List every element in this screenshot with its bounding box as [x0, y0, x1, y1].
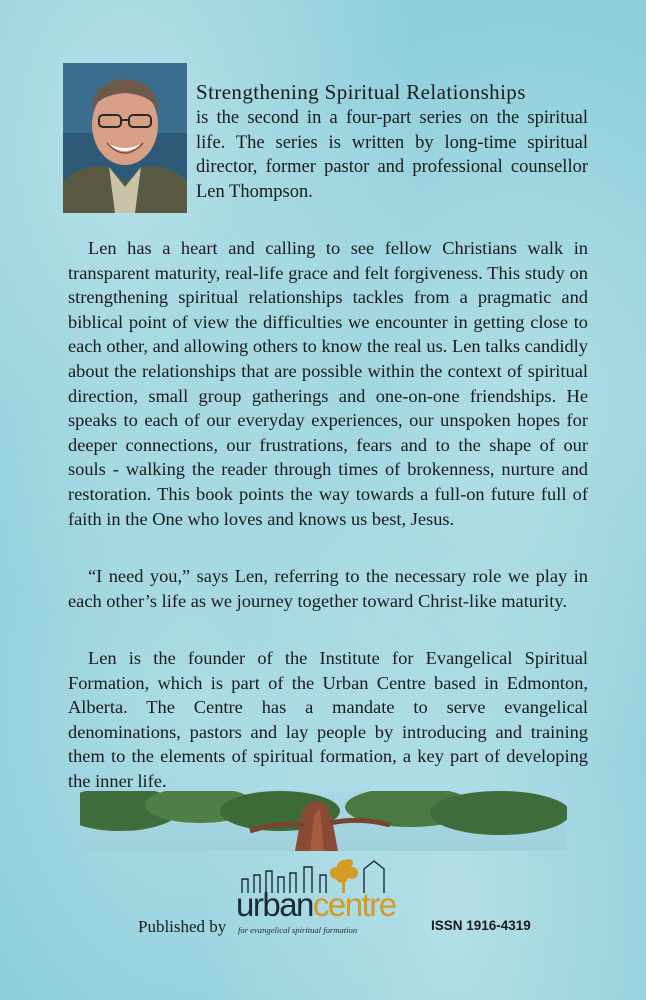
- published-by-label: Published by: [138, 917, 227, 936]
- urban-centre-logo: [236, 855, 396, 935]
- intro-title: Strengthening Spiritual Relationships: [196, 80, 526, 104]
- author-portrait-image: [63, 63, 187, 213]
- logo-wordmark-urban: urban: [236, 886, 313, 923]
- tree-illustration: [80, 791, 567, 851]
- tree-illustration-strip: [80, 791, 567, 851]
- logo-wordmark: [236, 887, 396, 923]
- logo-wordmark-centre: centre: [312, 886, 396, 923]
- issn-number: ISSN 1916-4319: [431, 918, 531, 933]
- intro-body: is the second in a four-part series on the spiritual life. The series is written by long-time spiritual director, former pastor and professional counsellor Len Thompson.: [196, 108, 588, 202]
- paragraph-description: Len has a heart and calling to see fellow Christians walk in transparent maturity, real-life grace and felt forgiveness. This study on strengthening spiritual relationships tackles from a pragmatic and biblical point of view the difficulties we encounter in getting close to each other, and allowing others to know the real us. Len talks candidly about the relationships that are possible within the context of spiritual direction, small group gatherings and one-on-one friendships. He speaks to each of our everyday experiences, our unspoken hopes for deeper connections, our frustrations, fears and to the shape of our souls - walking the reader through times of brokenness, nurture and restoration. This book points the way towards a full-on future full of faith in the One who loves and knows us best, Jesus.: [68, 238, 588, 529]
- author-photo: [63, 63, 187, 213]
- paragraph-founder: Len is the founder of the Institute for Evangelical Spiritual Formation, which is part of the Urban Centre based in Edmonton, Alberta. The Centre has a mandate to serve evangelical denominations, pastors and lay people by introducing and training them to the elements of spiritual formation, a key part of developing the inner life.: [68, 648, 588, 791]
- paragraph-quote: “I need you,” says Len, referring to the necessary role we play in each other’s life as we journey together toward Christ-like maturity.: [68, 566, 588, 611]
- logo-tagline: for evangelical spiritual formation: [238, 925, 358, 935]
